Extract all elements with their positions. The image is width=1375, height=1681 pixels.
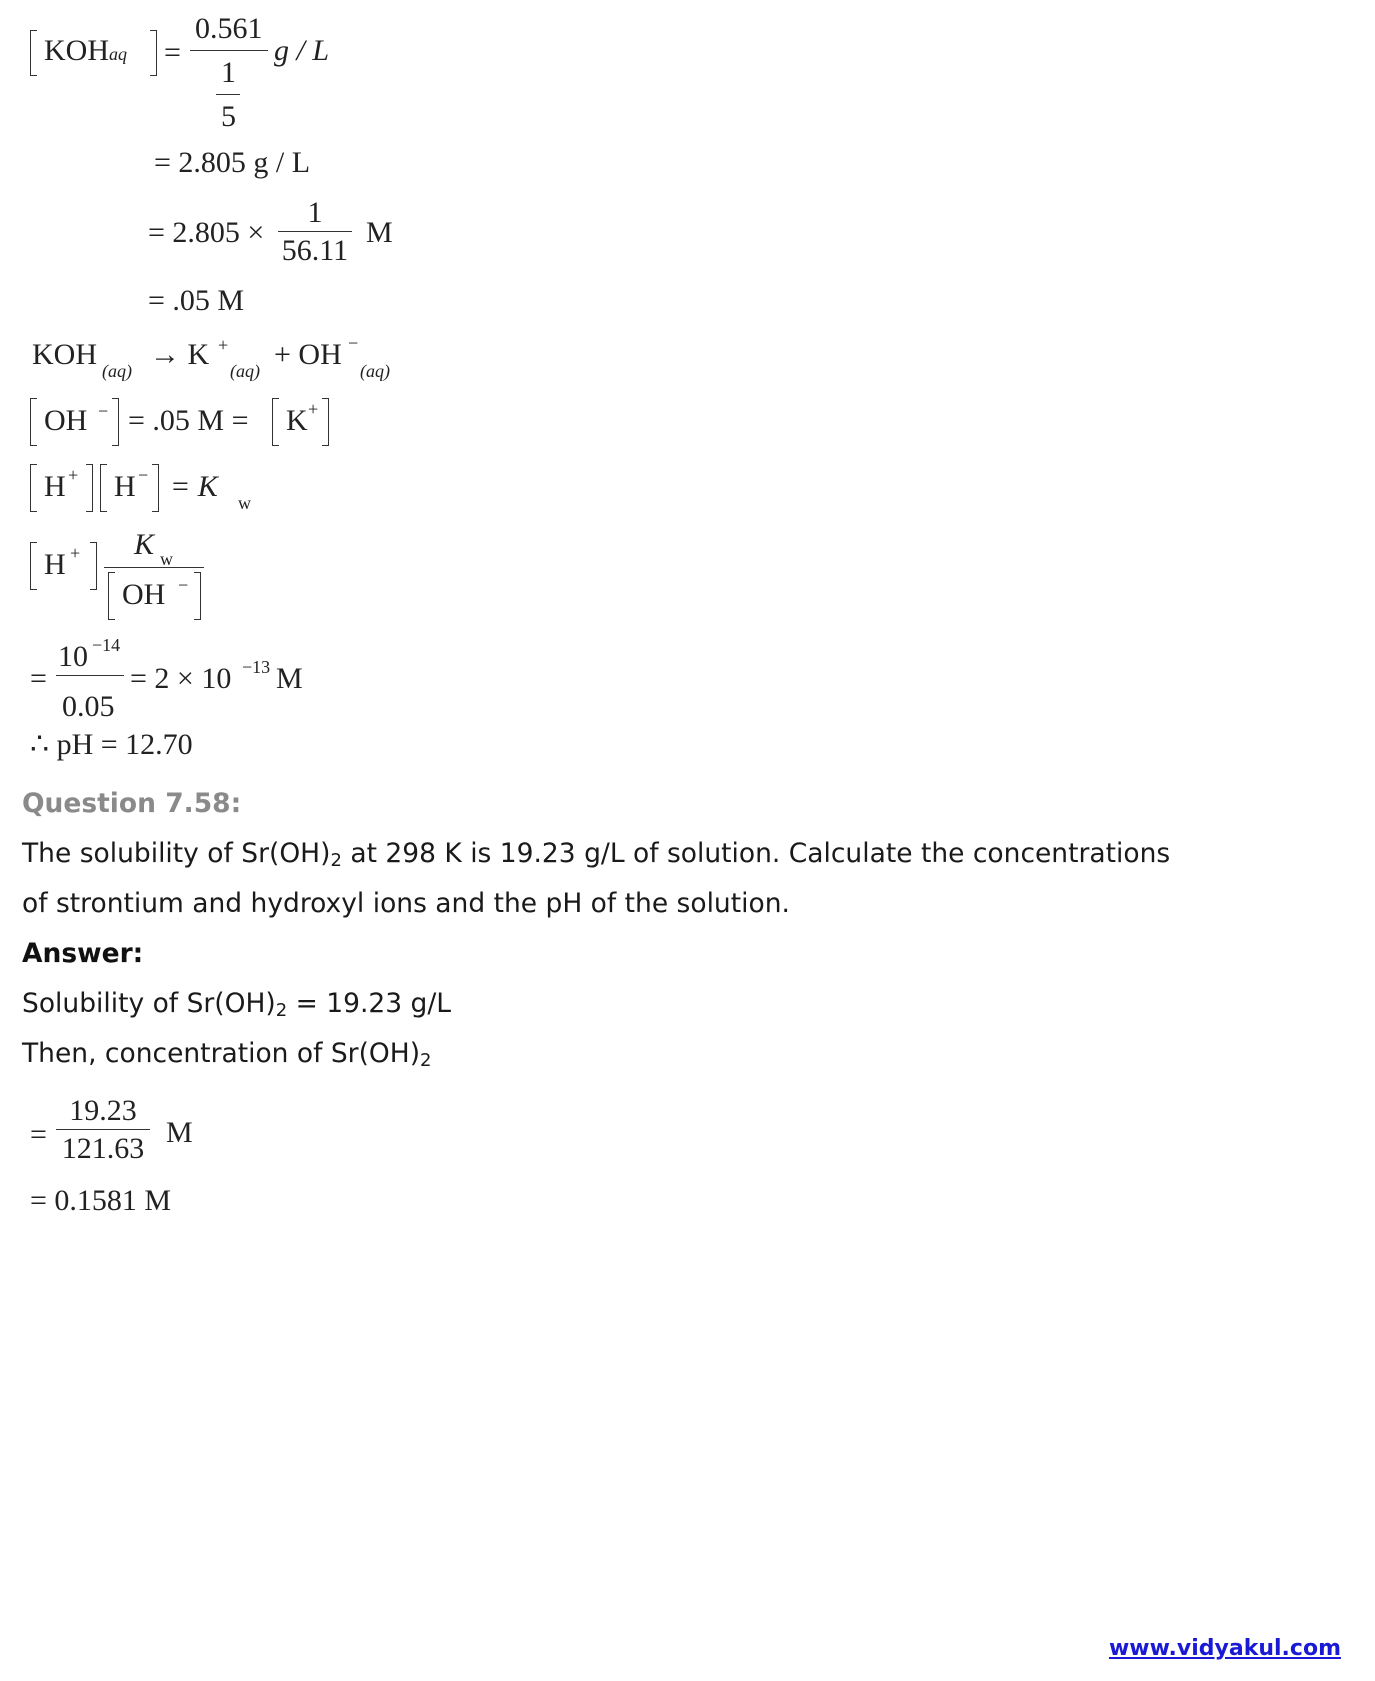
answer-text-line2: Then, concentration of Sr(OH)2 <box>22 1038 432 1071</box>
answer-text-line1: Solubility of Sr(OH)2 = 19.23 g/L <box>22 988 452 1021</box>
eq-ph-result: ∴ pH = 12.70 <box>30 728 193 761</box>
question-text-line1: The solubility of Sr(OH)2 at 298 K is 19.23 g/L of solution. Calculate the concentrations <box>22 838 1171 871</box>
footer-website-link[interactable]: www.vidyakul.com <box>1108 1636 1341 1661</box>
eq-molarity-result: = .05 M <box>148 284 245 317</box>
question-text-line2: of strontium and hydroxyl ions and the pH of the solution. <box>22 888 790 919</box>
eq-concentration-gl: = 2.805 g / L <box>154 146 311 179</box>
answer-title: Answer: <box>22 938 144 969</box>
question-title: Question 7.58: <box>22 788 242 819</box>
eq-sroh2-result: = 0.1581 M <box>30 1184 172 1217</box>
